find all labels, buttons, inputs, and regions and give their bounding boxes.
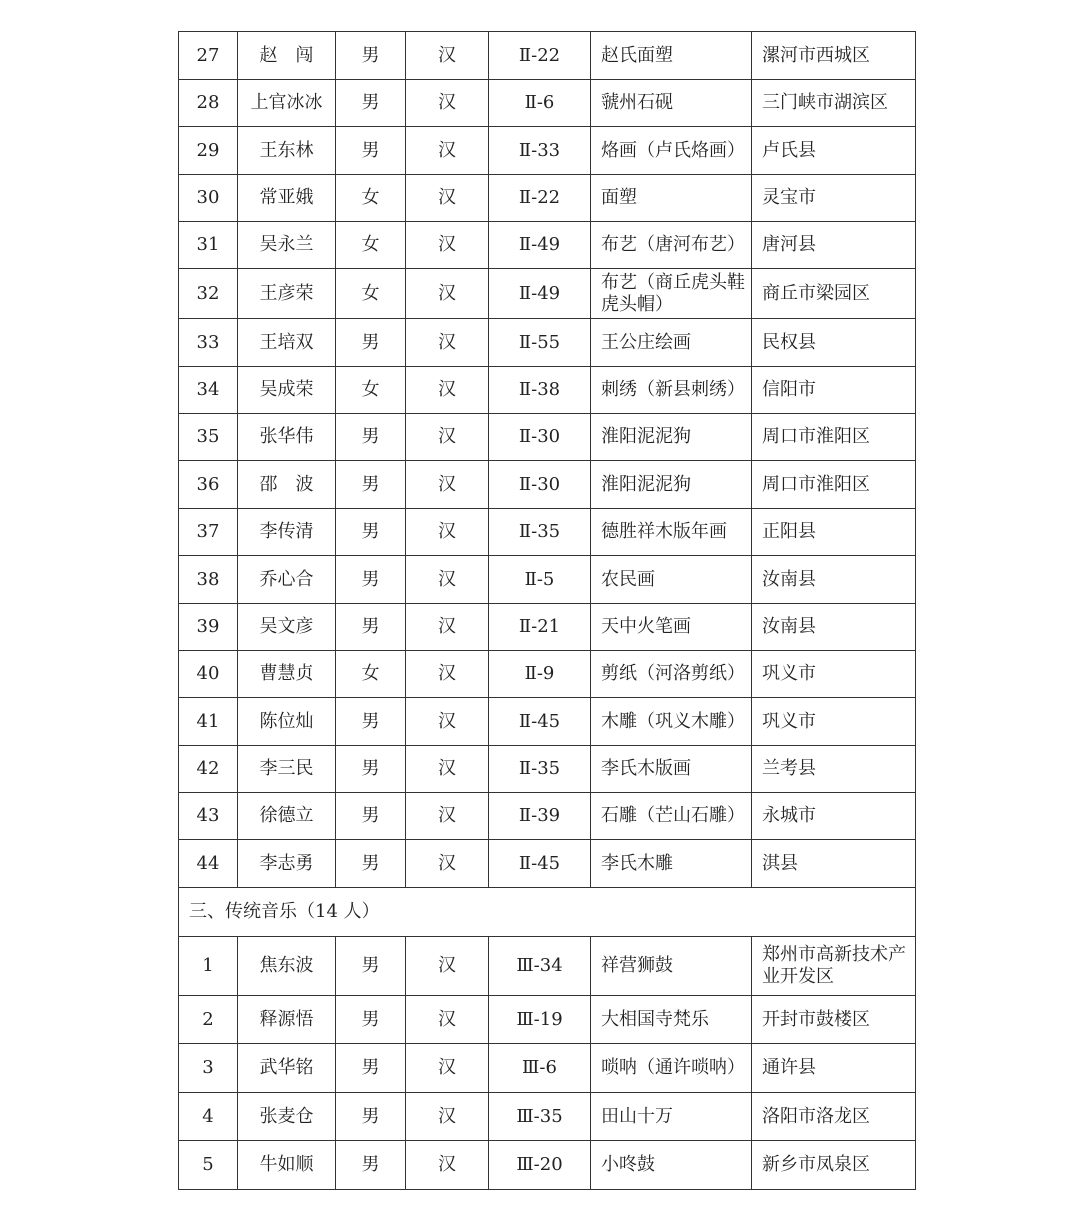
gender: 男 (336, 556, 406, 604)
region: 周口市淮阳区 (752, 461, 916, 509)
row-number: 2 (179, 996, 238, 1044)
table-row (179, 996, 916, 1044)
gender: 男 (336, 937, 406, 996)
inheritor-name: 李志勇 (238, 840, 336, 888)
project-name: 小咚鼓 (591, 1141, 752, 1190)
row-number: 1 (179, 937, 238, 996)
table-row (179, 1141, 916, 1190)
table-row (179, 840, 916, 888)
region: 三门峡市湖滨区 (752, 80, 916, 127)
project-name: 大相国寺梵乐 (591, 996, 752, 1044)
row-number: 37 (179, 509, 238, 556)
gender: 男 (336, 127, 406, 175)
ethnicity: 汉 (406, 746, 489, 793)
project-code: Ⅱ-39 (489, 793, 591, 840)
table-row (179, 269, 916, 319)
table-row (179, 222, 916, 269)
row-number: 31 (179, 222, 238, 269)
project-name: 布艺（唐河布艺） (591, 222, 752, 269)
inheritor-name: 张华伟 (238, 414, 336, 461)
ethnicity: 汉 (406, 937, 489, 996)
inheritor-name: 武华铭 (238, 1044, 336, 1093)
project-name: 木雕（巩义木雕） (591, 698, 752, 746)
project-code: Ⅱ-35 (489, 746, 591, 793)
gender: 男 (336, 1141, 406, 1190)
region: 巩义市 (752, 651, 916, 698)
gender: 男 (336, 746, 406, 793)
region: 唐河县 (752, 222, 916, 269)
inheritor-name: 邵 波 (238, 461, 336, 509)
table-row (179, 937, 916, 996)
region: 汝南县 (752, 604, 916, 651)
project-name: 德胜祥木版年画 (591, 509, 752, 556)
project-name: 虢州石砚 (591, 80, 752, 127)
region: 汝南县 (752, 556, 916, 604)
project-name: 李氏木版画 (591, 746, 752, 793)
project-code: Ⅱ-6 (489, 80, 591, 127)
ethnicity: 汉 (406, 319, 489, 367)
project-code: Ⅲ-20 (489, 1141, 591, 1190)
table-section-3-header (179, 888, 916, 937)
inheritor-name: 曹慧贞 (238, 651, 336, 698)
table-row (179, 175, 916, 222)
ethnicity: 汉 (406, 840, 489, 888)
gender: 男 (336, 840, 406, 888)
ethnicity: 汉 (406, 793, 489, 840)
project-name: 祥营狮鼓 (591, 937, 752, 996)
region: 新乡市凤泉区 (752, 1141, 916, 1190)
row-number: 36 (179, 461, 238, 509)
ethnicity: 汉 (406, 698, 489, 746)
region: 巩义市 (752, 698, 916, 746)
gender: 男 (336, 80, 406, 127)
project-code: Ⅱ-9 (489, 651, 591, 698)
table-row (179, 32, 916, 80)
project-name: 天中火笔画 (591, 604, 752, 651)
ethnicity: 汉 (406, 414, 489, 461)
table-body-section-2 (179, 32, 916, 888)
inheritor-name: 吴文彦 (238, 604, 336, 651)
row-number: 42 (179, 746, 238, 793)
region: 周口市淮阳区 (752, 414, 916, 461)
gender: 男 (336, 1044, 406, 1093)
row-number: 44 (179, 840, 238, 888)
inheritor-name: 徐德立 (238, 793, 336, 840)
row-number: 28 (179, 80, 238, 127)
row-number: 40 (179, 651, 238, 698)
inheritor-name: 常亚娥 (238, 175, 336, 222)
row-number: 32 (179, 269, 238, 319)
table-row (179, 414, 916, 461)
region: 正阳县 (752, 509, 916, 556)
project-code: Ⅱ-21 (489, 604, 591, 651)
inheritor-name: 赵 闯 (238, 32, 336, 80)
inheritor-name: 吴成荣 (238, 367, 336, 414)
table-row (179, 367, 916, 414)
table-body-section-3 (179, 937, 916, 1190)
region: 兰考县 (752, 746, 916, 793)
gender: 女 (336, 269, 406, 319)
table-row (179, 698, 916, 746)
ethnicity: 汉 (406, 461, 489, 509)
ethnicity: 汉 (406, 269, 489, 319)
row-number: 38 (179, 556, 238, 604)
inheritor-name: 李三民 (238, 746, 336, 793)
inheritor-name: 王培双 (238, 319, 336, 367)
ethnicity: 汉 (406, 1044, 489, 1093)
row-number: 33 (179, 319, 238, 367)
project-code: Ⅱ-35 (489, 509, 591, 556)
project-name: 刺绣（新县刺绣） (591, 367, 752, 414)
region: 永城市 (752, 793, 916, 840)
project-code: Ⅱ-22 (489, 32, 591, 80)
table-row (179, 80, 916, 127)
inheritor-name: 张麦仓 (238, 1093, 336, 1141)
project-name: 剪纸（河洛剪纸） (591, 651, 752, 698)
project-code: Ⅱ-45 (489, 698, 591, 746)
table-row (179, 651, 916, 698)
project-code: Ⅱ-33 (489, 127, 591, 175)
inheritor-name: 焦东波 (238, 937, 336, 996)
project-code: Ⅲ-34 (489, 937, 591, 996)
row-number: 29 (179, 127, 238, 175)
ethnicity: 汉 (406, 32, 489, 80)
gender: 男 (336, 996, 406, 1044)
project-code: Ⅱ-49 (489, 269, 591, 319)
region: 淇县 (752, 840, 916, 888)
inheritor-name: 吴永兰 (238, 222, 336, 269)
region: 洛阳市洛龙区 (752, 1093, 916, 1141)
gender: 男 (336, 414, 406, 461)
ethnicity: 汉 (406, 127, 489, 175)
row-number: 30 (179, 175, 238, 222)
gender: 男 (336, 793, 406, 840)
project-code: Ⅲ-35 (489, 1093, 591, 1141)
ethnicity: 汉 (406, 222, 489, 269)
project-name: 唢呐（通许唢呐） (591, 1044, 752, 1093)
inheritor-name: 释源悟 (238, 996, 336, 1044)
ethnicity: 汉 (406, 556, 489, 604)
region: 卢氏县 (752, 127, 916, 175)
gender: 女 (336, 651, 406, 698)
row-number: 5 (179, 1141, 238, 1190)
table-row (179, 127, 916, 175)
table-row (179, 604, 916, 651)
inheritor-name: 李传清 (238, 509, 336, 556)
region: 通许县 (752, 1044, 916, 1093)
project-code: Ⅱ-55 (489, 319, 591, 367)
region: 灵宝市 (752, 175, 916, 222)
project-name: 面塑 (591, 175, 752, 222)
table-row (179, 1044, 916, 1093)
region: 商丘市梁园区 (752, 269, 916, 319)
project-name: 淮阳泥泥狗 (591, 461, 752, 509)
gender: 男 (336, 461, 406, 509)
gender: 男 (336, 1093, 406, 1141)
project-name: 田山十万 (591, 1093, 752, 1141)
region: 开封市鼓楼区 (752, 996, 916, 1044)
table-row (179, 509, 916, 556)
ethnicity: 汉 (406, 996, 489, 1044)
gender: 女 (336, 222, 406, 269)
inheritor-name: 牛如顺 (238, 1141, 336, 1190)
project-name: 赵氏面塑 (591, 32, 752, 80)
project-name: 王公庄绘画 (591, 319, 752, 367)
inheritor-name: 王彦荣 (238, 269, 336, 319)
gender: 男 (336, 32, 406, 80)
project-name: 淮阳泥泥狗 (591, 414, 752, 461)
project-name: 农民画 (591, 556, 752, 604)
ethnicity: 汉 (406, 175, 489, 222)
project-code: Ⅱ-30 (489, 414, 591, 461)
gender: 男 (336, 604, 406, 651)
gender: 男 (336, 319, 406, 367)
ethnicity: 汉 (406, 80, 489, 127)
table-row (179, 461, 916, 509)
project-name: 烙画（卢氏烙画） (591, 127, 752, 175)
project-code: Ⅱ-5 (489, 556, 591, 604)
row-number: 39 (179, 604, 238, 651)
table-row (179, 556, 916, 604)
project-code: Ⅱ-49 (489, 222, 591, 269)
project-code: Ⅲ-6 (489, 1044, 591, 1093)
region: 民权县 (752, 319, 916, 367)
project-name: 石雕（芒山石雕） (591, 793, 752, 840)
row-number: 27 (179, 32, 238, 80)
row-number: 3 (179, 1044, 238, 1093)
ethnicity: 汉 (406, 1093, 489, 1141)
row-number: 35 (179, 414, 238, 461)
inheritor-name: 陈位灿 (238, 698, 336, 746)
table-row (179, 1093, 916, 1141)
row-number: 41 (179, 698, 238, 746)
ethnicity: 汉 (406, 651, 489, 698)
region: 漯河市西城区 (752, 32, 916, 80)
project-name: 李氏木雕 (591, 840, 752, 888)
project-code: Ⅲ-19 (489, 996, 591, 1044)
inheritor-name: 乔心合 (238, 556, 336, 604)
table-row (179, 793, 916, 840)
gender: 男 (336, 509, 406, 556)
ethnicity: 汉 (406, 604, 489, 651)
row-number: 43 (179, 793, 238, 840)
project-code: Ⅱ-45 (489, 840, 591, 888)
region: 郑州市高新技术产业开发区 (752, 937, 916, 996)
inheritor-name: 王东林 (238, 127, 336, 175)
project-code: Ⅱ-30 (489, 461, 591, 509)
ethnicity: 汉 (406, 367, 489, 414)
inheritor-name: 上官冰冰 (238, 80, 336, 127)
section-title: 三、传统音乐（14 人） (179, 888, 916, 937)
gender: 女 (336, 367, 406, 414)
row-number: 4 (179, 1093, 238, 1141)
row-number: 34 (179, 367, 238, 414)
inheritor-table (178, 31, 916, 1190)
gender: 男 (336, 698, 406, 746)
table-row (179, 319, 916, 367)
ethnicity: 汉 (406, 1141, 489, 1190)
ethnicity: 汉 (406, 509, 489, 556)
gender: 女 (336, 175, 406, 222)
project-code: Ⅱ-22 (489, 175, 591, 222)
project-code: Ⅱ-38 (489, 367, 591, 414)
section-row (179, 888, 916, 937)
region: 信阳市 (752, 367, 916, 414)
table-row (179, 746, 916, 793)
project-name: 布艺（商丘虎头鞋虎头帽） (591, 269, 752, 319)
